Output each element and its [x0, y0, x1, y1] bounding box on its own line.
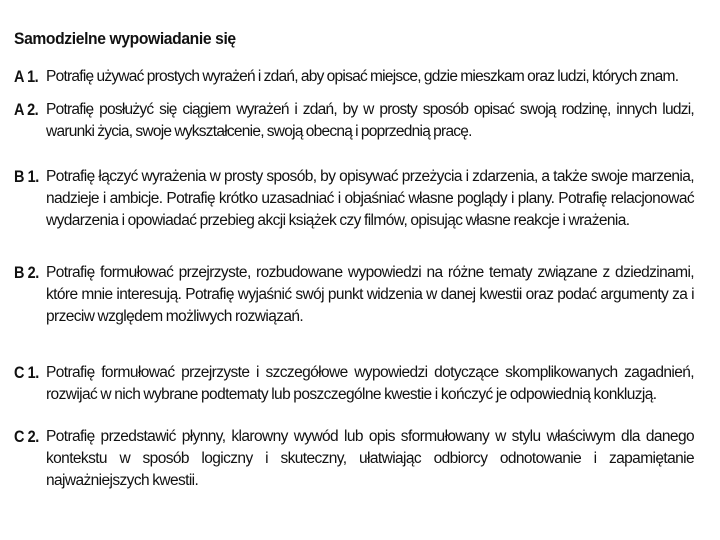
- entry-c1: [14, 362, 694, 406]
- entry-a2: [14, 99, 694, 143]
- level-description: Potrafię formułować przejrzyste, rozbudowane wypowiedzi na różne tematy związane z dziedzinami, które mnie interesują. Potrafię wyjaśnić swój punkt widzenia w danej kwestii oraz podać argumenty za i przeciw względem możliwych rozwiązań.: [46, 264, 694, 325]
- page-title: Samodzielne wypowiadanie się: [14, 29, 236, 48]
- entry-c2: [14, 426, 694, 492]
- level-description: Potrafię formułować przejrzyste i szczegółowe wypowiedzi dotyczące skomplikowanych zagadnień, rozwijać w nich wybrane podtematy lub poszczególne kwestie i kończyć je odpowiednią konkluzją.: [46, 364, 694, 403]
- level-description: Potrafię posłużyć się ciągiem wyrażeń i zdań, by w prosty sposób opisać swoją rodzinę, innych ludzi, warunki życia, swoje wykształcenie, swoją obecną i poprzednią pracę.: [46, 101, 694, 140]
- level-description: Potrafię używać prostych wyrażeń i zdań, aby opisać miejsce, gdzie mieszkam oraz ludzi, których znam.: [46, 68, 679, 85]
- level-label: A 1.: [14, 67, 39, 86]
- entry-b1: [14, 166, 694, 232]
- entry-b2: [14, 262, 694, 328]
- level-label: C 2.: [14, 427, 39, 446]
- level-description: Potrafię przedstawić płynny, klarowny wywód lub opis sformułowany w stylu właściwym dla danego kontekstu w sposób logiczny i skuteczny, ułatwiając odbiorcy odnotowanie i zapamiętanie najważniejszych kwestii.: [46, 428, 694, 489]
- level-label: B 1.: [14, 167, 39, 186]
- level-description: Potrafię łączyć wyrażenia w prosty sposób, by opisywać przeżycia i zdarzenia, a także swoje marzenia, nadzieje i ambicje. Potrafię krótko uzasadniać i objaśniać własne poglądy i plany. Potrafię relacjonować wydarzenia i opowiadać przebieg akcji książek czy filmów, opisując własne reakcje i wrażenia.: [46, 168, 694, 229]
- level-label: B 2.: [14, 263, 39, 282]
- level-label: C 1.: [14, 363, 39, 382]
- entry-a1: [14, 66, 694, 88]
- level-label: A 2.: [14, 100, 39, 119]
